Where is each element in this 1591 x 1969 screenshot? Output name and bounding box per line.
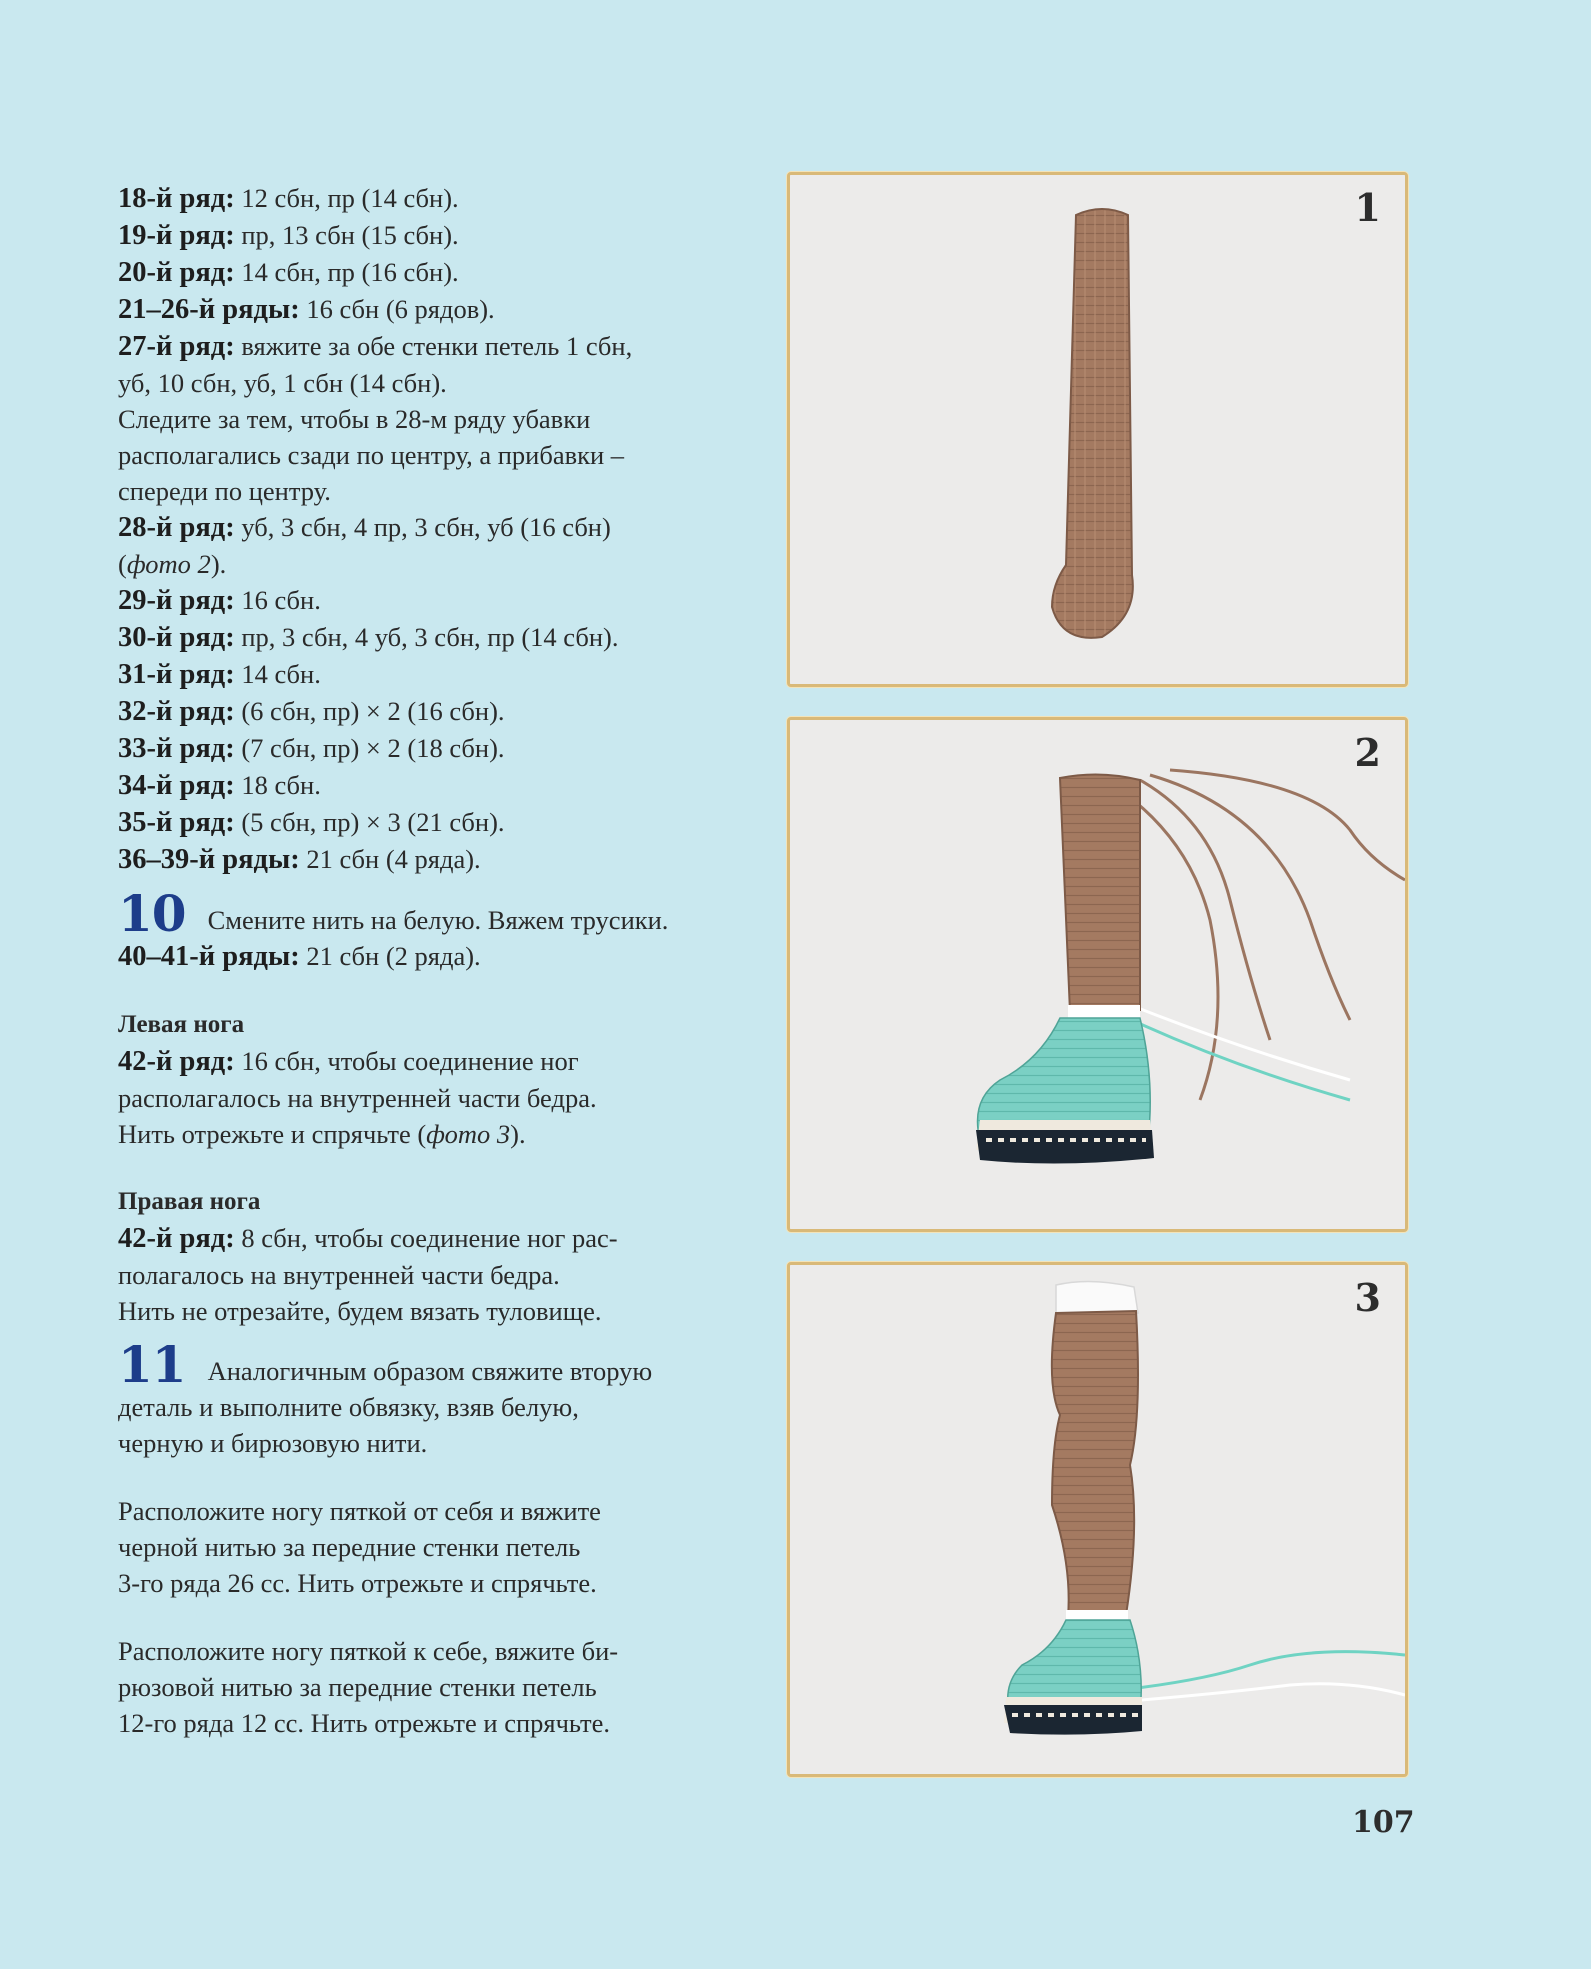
right-leg-row-42: 42-й ряд: 8 сбн, чтобы соединение ног рас- xyxy=(118,1223,618,1254)
photo-2 xyxy=(787,717,1408,1232)
para1-line-2: черной нитью за передние стенки петель xyxy=(118,1532,581,1562)
row-31: 31-й ряд: 14 сбн. xyxy=(118,659,321,690)
photo-1 xyxy=(787,172,1408,687)
row-32: 32-й ряд: (6 сбн, пр) × 2 (16 сбн). xyxy=(118,696,505,727)
para1-line-3: 3-го ряда 26 сс. Нить отрежьте и спрячьте. xyxy=(118,1568,597,1598)
para2-line-2: рюзовой нитью за передние стенки петель xyxy=(118,1672,597,1702)
para1-line-1: Расположите ногу пяткой от себя и вяжите xyxy=(118,1496,601,1526)
left-leg-line-3: Нить отрежьте и спрячьте (фото 3). xyxy=(118,1119,526,1149)
right-leg-line-2: полагалось на внутренней части бедра. xyxy=(118,1260,560,1290)
step-11-line-2: деталь и выполните обвязку, взяв белую, xyxy=(118,1392,579,1422)
left-leg-line-2: располагалось на внутренней части бедра. xyxy=(118,1083,597,1113)
row-27: 27-й ряд: вяжите за обе стенки петель 1 сбн, xyxy=(118,331,633,362)
row-34: 34-й ряд: 18 сбн. xyxy=(118,770,321,801)
page-number: 107 xyxy=(1352,1805,1415,1840)
step-number-10: 10 xyxy=(118,884,186,943)
right-leg-heading: Правая нога xyxy=(118,1188,261,1215)
step-10: 10 Смените нить на белую. Вяжем трусики. xyxy=(118,884,669,943)
photo-2-number: 2 xyxy=(1354,730,1381,775)
note-line-2: располагались сзади по центру, а прибавки – xyxy=(118,440,625,470)
left-leg-row-42: 42-й ряд: 16 сбн, чтобы соединение ног xyxy=(118,1046,579,1077)
row-20: 20-й ряд: 14 сбн, пр (16 сбн). xyxy=(118,257,459,288)
photo-3-number: 3 xyxy=(1354,1275,1381,1320)
row-18: 18-й ряд: 12 сбн, пр (14 сбн). xyxy=(118,183,459,214)
instructions-column xyxy=(118,180,758,1741)
photo-3-image xyxy=(790,1265,1405,1774)
note-line-3: спереди по центру. xyxy=(118,476,331,506)
row-36-39: 36–39-й ряды: 21 сбн (4 ряда). xyxy=(118,844,481,875)
row-28: 28-й ряд: уб, 3 сбн, 4 пр, 3 сбн, уб (16 сбн) xyxy=(118,512,611,543)
photo-1-image xyxy=(790,175,1405,684)
step-11-line-3: черную и бирюзовую нити. xyxy=(118,1428,428,1458)
row-21-26: 21–26-й ряды: 16 сбн (6 рядов). xyxy=(118,294,495,325)
row-40-41: 40–41-й ряды: 21 сбн (2 ряда). xyxy=(118,941,481,972)
photo-1-number: 1 xyxy=(1354,185,1381,230)
row-29: 29-й ряд: 16 сбн. xyxy=(118,585,321,616)
para2-line-3: 12-го ряда 12 сс. Нить отрежьте и спрячьте. xyxy=(118,1708,610,1738)
row-19: 19-й ряд: пр, 13 сбн (15 сбн). xyxy=(118,220,459,251)
row-27-cont: уб, 10 сбн, уб, 1 сбн (14 сбн). xyxy=(118,368,447,398)
step-11: 11 Аналогичным образом свяжите вторую xyxy=(118,1335,653,1394)
para2-line-1: Расположите ногу пяткой к себе, вяжите би- xyxy=(118,1636,619,1666)
step-number-11: 11 xyxy=(118,1335,186,1394)
right-leg-line-3: Нить не отрезайте, будем вязать туловище. xyxy=(118,1296,602,1326)
row-28-cont: (фото 2). xyxy=(118,549,227,579)
photo-3 xyxy=(787,1262,1408,1777)
note-line-1: Следите за тем, чтобы в 28-м ряду убавки xyxy=(118,404,591,434)
left-leg-heading: Левая нога xyxy=(118,1011,245,1038)
row-35: 35-й ряд: (5 сбн, пр) × 3 (21 сбн). xyxy=(118,807,505,838)
row-33: 33-й ряд: (7 сбн, пр) × 2 (18 сбн). xyxy=(118,733,505,764)
photo-2-image xyxy=(790,720,1405,1229)
row-30: 30-й ряд: пр, 3 сбн, 4 уб, 3 сбн, пр (14 сбн). xyxy=(118,622,619,653)
